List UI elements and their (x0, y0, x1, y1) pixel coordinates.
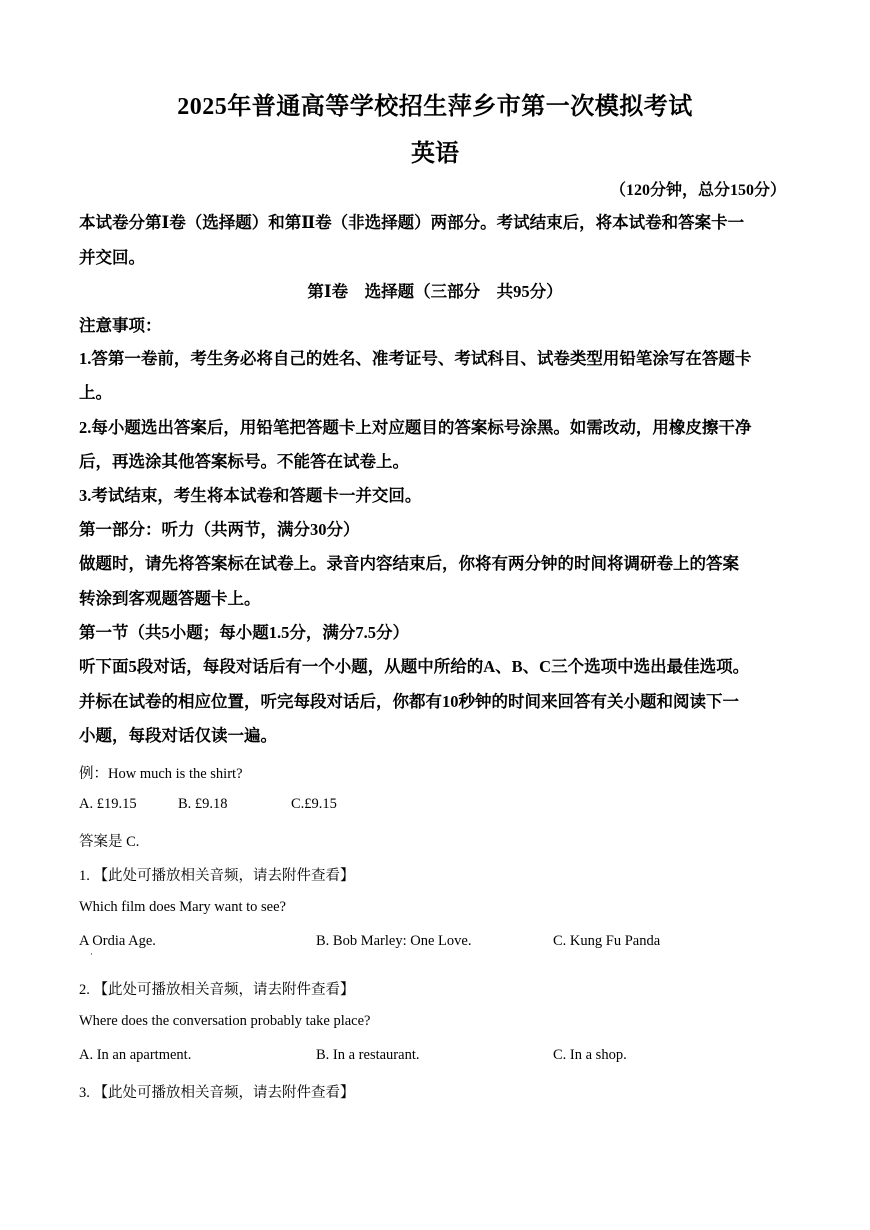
question-1-option-c: C. Kung Fu Panda (553, 933, 661, 949)
stray-mark: · (90, 949, 93, 959)
note-1-line-1: 1.答第一卷前，考生务必将自己的姓名、准考证号、考试科目、试卷类型用铅笔涂写在答题卡 (79, 349, 752, 368)
question-2-option-b: B. In a restaurant. (316, 1047, 420, 1063)
time-score-note: （120分钟，总分150分） (609, 182, 786, 199)
example-question: 例：How much is the shirt? (79, 766, 243, 782)
question-3-audio[interactable]: 3. 【此处可播放相关音频，请去附件查看】 (79, 1085, 355, 1101)
note-1-line-2: 上。 (79, 383, 112, 402)
note-2-line-2: 后，再选涂其他答案标号。不能答在试卷上。 (79, 452, 409, 471)
exam-subject: 英语 (411, 141, 459, 167)
part-1-instr-line-2: 转涂到客观题答题卡上。 (79, 589, 261, 608)
section-1-heading: 第Ⅰ卷 选择题（三部分 共95分） (307, 282, 563, 301)
question-1-option-b: B. Bob Marley: One Love. (316, 933, 472, 949)
question-1-option-a: A Ordia Age. (79, 933, 156, 949)
question-2-option-a: A. In an apartment. (79, 1047, 192, 1063)
note-2-line-1: 2.每小题选出答案后，用铅笔把答题卡上对应题目的答案标号涂黑。如需改动，用橡皮擦干净 (79, 418, 752, 437)
subsection-1-instr-line-3: 小题，每段对话仅读一遍。 (79, 726, 277, 745)
question-1-text: Which film does Mary want to see? (79, 899, 286, 915)
note-3: 3.考试结束，考生将本试卷和答题卡一并交回。 (79, 486, 422, 505)
question-2-option-c: C. In a shop. (553, 1047, 627, 1063)
part-1-heading: 第一部分：听力（共两节，满分30分） (79, 520, 360, 539)
example-option-a: A. £19.15 (79, 796, 137, 812)
question-2-audio[interactable]: 2. 【此处可播放相关音频，请去附件查看】 (79, 982, 355, 998)
example-option-b: B. £9.18 (178, 796, 228, 812)
question-1-audio[interactable]: 1. 【此处可播放相关音频，请去附件查看】 (79, 868, 355, 884)
example-answer: 答案是 C. (79, 834, 140, 850)
exam-title: 2025年普通高等学校招生萍乡市第一次模拟考试 (177, 94, 693, 120)
subsection-1-heading: 第一节（共5小题；每小题1.5分，满分7.5分） (79, 623, 409, 642)
intro-line-2: 并交回。 (79, 248, 145, 267)
example-option-c: C.£9.15 (291, 796, 337, 812)
question-2-text: Where does the conversation probably take place? (79, 1013, 371, 1029)
subsection-1-instr-line-2: 并标在试卷的相应位置，听完每段对话后，你都有10秒钟的时间来回答有关小题和阅读下一 (79, 692, 739, 711)
subsection-1-instr-line-1: 听下面5段对话，每段对话后有一个小题，从题中所给的A、B、C三个选项中选出最佳选项。 (79, 657, 750, 676)
intro-line-1: 本试卷分第Ⅰ卷（选择题）和第Ⅱ卷（非选择题）两部分。考试结束后，将本试卷和答案卡一 (79, 213, 745, 232)
part-1-instr-line-1: 做题时，请先将答案标在试卷上。录音内容结束后，你将有两分钟的时间将调研卷上的答案 (79, 554, 739, 573)
notes-heading: 注意事项： (79, 316, 162, 335)
